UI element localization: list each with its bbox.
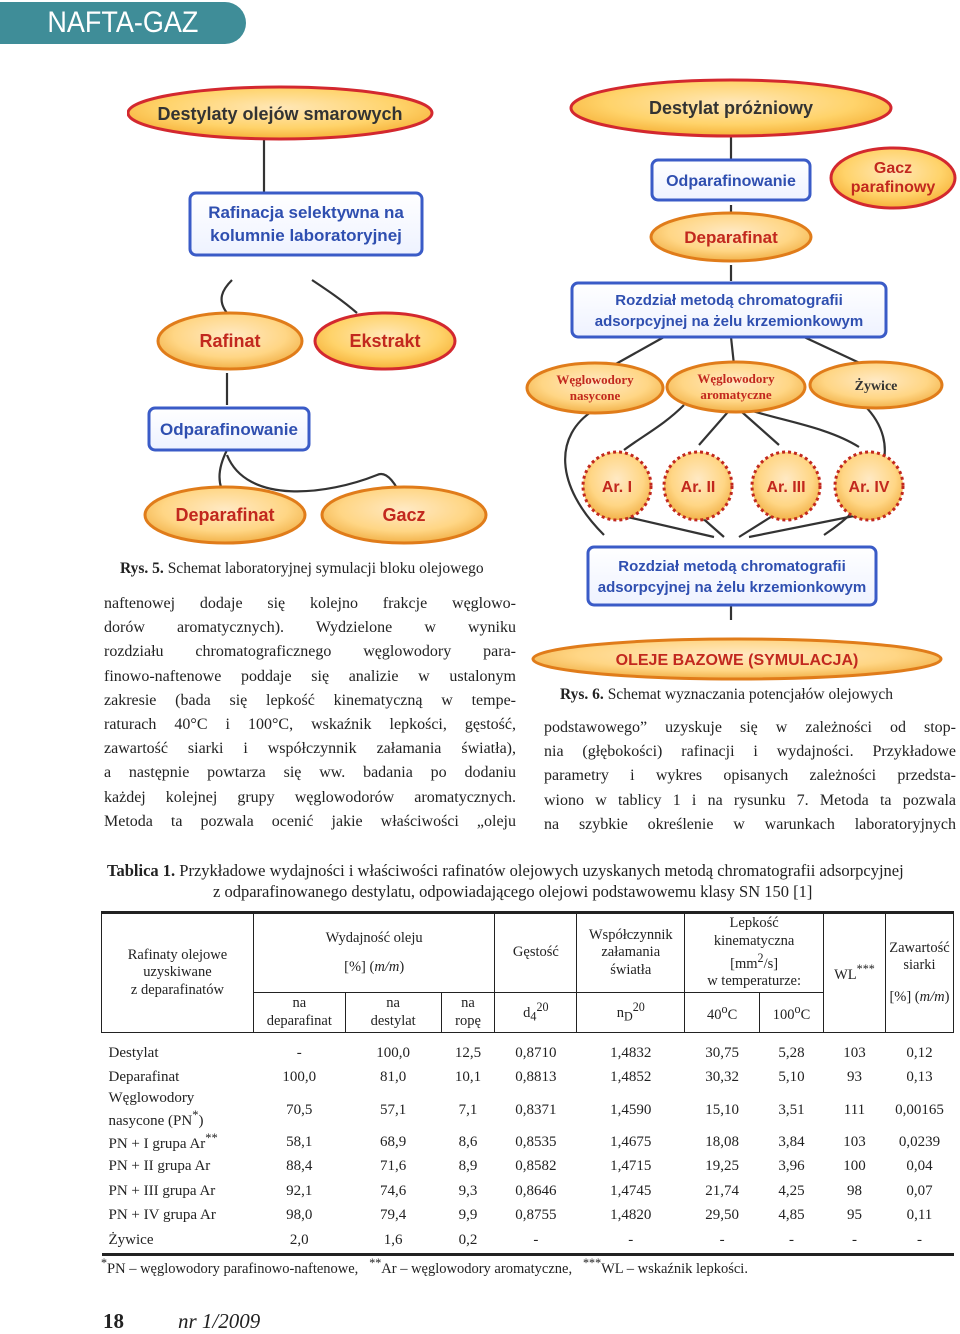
table-cell: 3,84 xyxy=(778,1133,805,1150)
symbol-sup: 20 xyxy=(632,999,645,1014)
table-row xyxy=(102,1033,954,1066)
data-table xyxy=(101,911,954,1256)
symbol-sub: 4 xyxy=(530,1009,537,1024)
header-na-deparafinat xyxy=(253,993,345,1033)
table-cell: 3,51 xyxy=(778,1101,805,1118)
row-label-part: ) xyxy=(198,1113,204,1129)
node-gacz-parafinowy-label-1: Gacz xyxy=(873,160,913,177)
symbol: d xyxy=(523,1004,531,1021)
table-cell: 0,8371 xyxy=(515,1101,557,1118)
header-text: z deparafinatów xyxy=(130,981,224,998)
symbol-sup: 20 xyxy=(536,999,549,1014)
text-line: finowo-naftenowe poddaje się analizie w ustalonym xyxy=(104,667,516,685)
temp: 40 xyxy=(707,1006,722,1023)
header-gestosc xyxy=(495,913,577,993)
row-label: Deparafinat xyxy=(108,1069,180,1086)
table-cell: 0,12 xyxy=(906,1044,933,1061)
node-oleje-bazowe-label: OLEJE BAZOWE (SYMULACJA) xyxy=(615,652,859,669)
table-caption xyxy=(107,860,957,902)
header-text: Lepkość xyxy=(729,915,779,932)
table-cell: 71,6 xyxy=(380,1158,407,1175)
table-cell: 0,8582 xyxy=(515,1158,557,1175)
table-footnote xyxy=(101,1256,748,1278)
node-ar-2-label: Ar. II xyxy=(680,479,716,496)
node-rafinacja-label-1: Rafinacja selektywna na xyxy=(208,203,404,222)
header-na-destylat xyxy=(345,993,441,1033)
table-cell: 100,0 xyxy=(376,1044,411,1061)
table-row xyxy=(102,1179,954,1204)
temp: 100 xyxy=(772,1006,795,1023)
node-deparafinat-2-label: Deparafinat xyxy=(684,228,778,247)
unit-part: [mm xyxy=(730,955,758,972)
figure-6-caption xyxy=(560,686,893,704)
table-cell: 0,07 xyxy=(906,1182,933,1199)
header-rafinaty xyxy=(102,913,254,1033)
table-cell: - xyxy=(577,1228,685,1254)
table-cell: 30,32 xyxy=(705,1069,740,1086)
node-weglowodory-aromatyczne-label-2: aromatyczne xyxy=(700,387,772,402)
node-ekstrakt-label: Ekstrakt xyxy=(349,331,421,351)
header-lepkosc-unit xyxy=(688,950,820,973)
header-text: ropę xyxy=(455,1012,481,1029)
figure-6-caption-text: Schemat wyznaczania potencjałów olejowych xyxy=(607,686,894,703)
table-cell: 100,0 xyxy=(282,1069,317,1086)
table-cell: 18,08 xyxy=(705,1133,740,1150)
node-weglowodory-aromatyczne-label-1: Węglowodory xyxy=(697,371,775,386)
table-cell: 1,4820 xyxy=(610,1207,652,1224)
table-cell: 57,1 xyxy=(380,1101,407,1118)
header-100c xyxy=(760,993,824,1033)
node-zywice-label: Żywice xyxy=(854,379,898,394)
node-rafinat-label: Rafinat xyxy=(199,331,261,351)
header-text: na xyxy=(461,995,475,1011)
table-cell: 1,4715 xyxy=(610,1158,652,1175)
text-line: na szybkie określenie w warunkach laboratoryjnych xyxy=(544,815,956,833)
header-text: Zawartość xyxy=(889,939,950,956)
table-cell: 19,25 xyxy=(705,1158,740,1175)
table-cell: 79,4 xyxy=(380,1207,407,1224)
table-cell: 1,4590 xyxy=(610,1101,652,1118)
table-cell: - xyxy=(685,1228,760,1254)
figure-5-caption-num: Rys. 5. xyxy=(120,560,164,577)
header-text: siarki xyxy=(903,957,936,974)
header-sup: *** xyxy=(856,962,875,977)
unit-open: [%] ( xyxy=(344,959,375,975)
table-cell: 0,04 xyxy=(906,1158,933,1175)
table-cell: 0,13 xyxy=(906,1069,933,1086)
header-unit xyxy=(257,959,492,977)
table-cell: 58,1 xyxy=(286,1133,313,1150)
journal-header-tab xyxy=(0,2,246,44)
table-cell: 4,85 xyxy=(778,1207,805,1224)
node-destylat-prozniowy-label: Destylat próżniowy xyxy=(648,98,814,118)
footnote-text: PN – węglowodory parafinowo-naftenowe, xyxy=(107,1260,359,1277)
figure-5-caption-text: Schemat laboratoryjnej symulacji bloku olejowego xyxy=(167,560,484,577)
row-label: Destylat xyxy=(108,1044,159,1061)
node-rozdzial-1-label-1: Rozdział metodą chromatografii xyxy=(615,292,843,309)
node-deparafinat-label: Deparafinat xyxy=(175,505,275,525)
text-line: Metoda ta pozwala ocenić jakie właściwości „oleju xyxy=(104,812,516,830)
journal-name: NAFTA-GAZ xyxy=(47,6,199,39)
header-na-rope xyxy=(441,993,495,1033)
table-cell: 0,8813 xyxy=(515,1069,557,1086)
table-cell: - xyxy=(885,1228,953,1254)
header-text: w temperaturze: xyxy=(707,973,801,990)
table-row xyxy=(102,1228,954,1254)
table-cell: 0,8646 xyxy=(515,1182,557,1199)
text-line: zakresie (bada się lepkość kinematyczną w tempe- xyxy=(104,691,516,709)
header-text: Rafinaty olejowe xyxy=(127,946,228,963)
table-cell: 12,5 xyxy=(454,1044,482,1061)
table-cell: 0,2 xyxy=(441,1228,495,1254)
table-cell: 103 xyxy=(843,1133,866,1150)
table-cell: 68,9 xyxy=(380,1133,407,1150)
unit-close: ) xyxy=(399,959,405,975)
node-odparafinowanie-2-label: Odparafinowanie xyxy=(666,173,796,190)
text-line: parametry i wykres opisanych zależności przedsta- xyxy=(544,767,956,785)
node-odparafinowanie-label: Odparafinowanie xyxy=(160,420,298,439)
table-cell: 8,6 xyxy=(458,1133,478,1150)
text-line: wiono w tablicy 1 i na rysunku 7. Metoda ta pozwala xyxy=(544,791,956,809)
table-row xyxy=(102,1130,954,1155)
deg: o xyxy=(794,1001,801,1016)
header-wspolczynnik xyxy=(577,913,685,993)
text-line: a następnie powtarza się ww. badania po dodaniu xyxy=(104,764,516,782)
footnote-text: Ar – węglowodory aromatyczne, xyxy=(381,1260,573,1277)
symbol: n xyxy=(616,1004,624,1021)
header-unit xyxy=(889,989,950,1007)
table-cell: 8,9 xyxy=(458,1158,478,1175)
unit-close: ) xyxy=(944,988,950,1005)
table-caption-line-1: Przykładowe wydajności i właściwości rafinatów olejowych uzyskanych metodą chromatografii adsorpcyjnej xyxy=(179,861,904,880)
row-label-line: Węglowodory xyxy=(108,1090,195,1106)
table-cell: 5,28 xyxy=(778,1044,805,1061)
unit-mm: m/m xyxy=(374,959,400,975)
text-line: naftenowej dodaje się kolejno frakcje węglowo- xyxy=(104,595,516,612)
header-text: kinematyczna xyxy=(713,932,795,949)
header-d420 xyxy=(495,993,577,1033)
header-text: Gęstość xyxy=(512,944,559,961)
header-40c xyxy=(685,993,760,1033)
node-rozdzial-1-label-2: adsorpcyjnej na żelu krzemionkowym xyxy=(594,313,864,330)
unit-part: /s] xyxy=(763,955,779,972)
table-cell: 93 xyxy=(846,1069,862,1086)
table-cell: 2,0 xyxy=(253,1228,345,1254)
table-cell: 1,6 xyxy=(345,1228,441,1254)
node-rafinacja-label-2: kolumnie laboratoryjnej xyxy=(210,226,402,245)
node-destylaty-olejow-label: Destylaty olejów smarowych xyxy=(157,104,403,124)
unit: C xyxy=(800,1006,811,1023)
table-cell: 21,74 xyxy=(705,1182,740,1199)
table-body xyxy=(102,1033,954,1255)
table-cell: 1,4832 xyxy=(610,1044,652,1061)
table-cell: 29,50 xyxy=(705,1207,740,1224)
table-cell: 4,25 xyxy=(778,1182,805,1199)
body-text-right xyxy=(544,716,956,837)
table-row xyxy=(102,1066,954,1091)
table-cell: 98,0 xyxy=(286,1207,313,1224)
table-cell: 74,6 xyxy=(380,1182,407,1199)
row-label-line xyxy=(109,1107,251,1130)
header-wydajnosc xyxy=(253,913,495,993)
table-row xyxy=(102,1090,954,1130)
node-weglowodory-nasycone-label-1: Węglowodory xyxy=(556,372,634,387)
figure-6-diagram xyxy=(524,75,960,685)
table-cell: 10,1 xyxy=(454,1069,482,1086)
node-ar-1-label: Ar. I xyxy=(601,479,633,496)
table-cell: 7,1 xyxy=(458,1101,478,1118)
unit-mm: m/m xyxy=(919,988,945,1005)
header-text: światła xyxy=(610,961,652,978)
table-cell: 103 xyxy=(843,1044,866,1061)
row-label: PN + III grupa Ar xyxy=(108,1182,216,1199)
footnote-mark: *** xyxy=(583,1256,602,1270)
text-line: każdej kolejnej grupy węglowodorów aromatycznych. xyxy=(104,788,516,806)
figure-5-caption xyxy=(120,560,484,578)
row-label-part: PN + I grupa Ar xyxy=(108,1136,206,1153)
node-rozdzial-2 xyxy=(588,547,876,605)
table-cell: 88,4 xyxy=(286,1158,313,1175)
table-cell: 98 xyxy=(846,1182,862,1199)
footnote-text: WL – wskaźnik lepkości. xyxy=(601,1260,748,1277)
table-cell: 70,5 xyxy=(286,1101,313,1118)
header-text: Współczynnik xyxy=(588,926,673,943)
symbol-sub: D xyxy=(623,1009,633,1024)
row-label: Żywice xyxy=(102,1228,254,1254)
node-ar-3-label: Ar. III xyxy=(766,479,806,496)
issue-number: nr 1/2009 xyxy=(178,1309,261,1333)
header-text: WL xyxy=(834,967,857,984)
text-line: nia (głębokości) rafinacji i wydajności. Przykładowe xyxy=(544,743,956,761)
unit: C xyxy=(727,1006,738,1023)
row-label: PN + II grupa Ar xyxy=(108,1158,211,1175)
unit-open: [%] ( xyxy=(889,988,920,1005)
table-cell: 5,10 xyxy=(778,1069,805,1086)
header-wl xyxy=(824,913,886,1033)
node-ar-4-label: Ar. IV xyxy=(848,479,890,496)
unit-sup: 2 xyxy=(757,951,764,966)
table-cell: 9,9 xyxy=(458,1207,478,1224)
body-text-left xyxy=(104,592,516,834)
node-gacz-parafinowy xyxy=(831,148,955,208)
footnote-mark: ** xyxy=(369,1256,382,1270)
row-label-sup: * xyxy=(192,1108,199,1122)
node-rozdzial-2-label-2: adsorpcyjnej na żelu krzemionkowym xyxy=(597,579,867,596)
header-text: na xyxy=(386,995,400,1011)
table-cell: 95 xyxy=(846,1207,862,1224)
figure-6-caption-num: Rys. 6. xyxy=(560,686,604,703)
table-row xyxy=(102,1155,954,1180)
table-cell: - xyxy=(296,1044,302,1061)
row-label-part: nasycone (PN xyxy=(108,1113,193,1129)
table-cell: 15,10 xyxy=(705,1101,740,1118)
page-number: 18 xyxy=(103,1309,124,1333)
table-cell: 1,4675 xyxy=(610,1133,652,1150)
header-text: destylat xyxy=(370,1012,416,1029)
table-cell: 30,75 xyxy=(705,1044,740,1061)
header-lepkosc xyxy=(685,913,824,993)
table-row xyxy=(102,1204,954,1229)
table-cell: 0,11 xyxy=(906,1207,933,1224)
text-line: podstawowego” uzyskuje się w zależności od stop- xyxy=(544,719,956,736)
deg: o xyxy=(721,1001,728,1016)
text-line: raturach 40°C i 100°C, wskaźnik lepkości, gęstość, xyxy=(104,716,516,734)
table-cell: - xyxy=(495,1228,577,1254)
table-cell: 92,1 xyxy=(286,1182,313,1199)
header-zawartosc xyxy=(885,913,953,1033)
table-cell: 0,8535 xyxy=(515,1133,557,1150)
header-text: na xyxy=(292,995,307,1011)
footnote-mark: * xyxy=(101,1256,108,1270)
table-cell: 100 xyxy=(843,1158,866,1175)
table-caption-num: Tablica 1. xyxy=(107,861,176,880)
figure-5-diagram xyxy=(127,75,507,551)
text-line: zawartość siarki i współczynnik załamania światła), xyxy=(104,740,516,758)
text-line: rozdziału chromatograficznego węglowodory para- xyxy=(104,643,516,661)
row-label: PN + IV grupa Ar xyxy=(108,1207,216,1224)
row-label xyxy=(102,1130,254,1155)
header-text: uzyskiwane xyxy=(143,964,212,981)
table-cell: 0,8710 xyxy=(515,1044,557,1061)
table-cell: - xyxy=(760,1228,824,1254)
table-cell: - xyxy=(824,1228,886,1254)
table-cell: 9,3 xyxy=(458,1182,478,1199)
table-cell: 1,4852 xyxy=(610,1069,652,1086)
header-text: deparafinat xyxy=(266,1012,332,1029)
node-rozdzial-2-label-1: Rozdział metodą chromatografii xyxy=(618,558,846,575)
header-text: Wydajność oleju xyxy=(325,929,423,946)
table-cell: 3,96 xyxy=(778,1158,805,1175)
table-cell: 111 xyxy=(843,1101,866,1118)
table-cell: 81,0 xyxy=(380,1069,407,1086)
row-label-sup: ** xyxy=(205,1131,218,1146)
table-cell: 0,0239 xyxy=(898,1133,941,1150)
header-text: załamania xyxy=(601,944,661,961)
table-cell: 1,4745 xyxy=(610,1182,652,1199)
header-nd20 xyxy=(577,993,685,1033)
row-label xyxy=(102,1090,254,1130)
node-gacz-label: Gacz xyxy=(382,505,426,525)
table-caption-line-2: z odparafinowanego destylatu, odpowiadającego olejowi podstawowemu klasy SN 150 [1] xyxy=(213,882,813,901)
node-weglowodory-nasycone-label-2: nasycone xyxy=(569,388,621,403)
table-cell: 0,8755 xyxy=(515,1207,557,1224)
node-gacz-parafinowy-label-2: parafinowy xyxy=(850,179,936,196)
text-line: dorów aromatycznych). Wydzielone w wyniku xyxy=(104,619,516,637)
table-cell: 0,00165 xyxy=(895,1101,944,1118)
